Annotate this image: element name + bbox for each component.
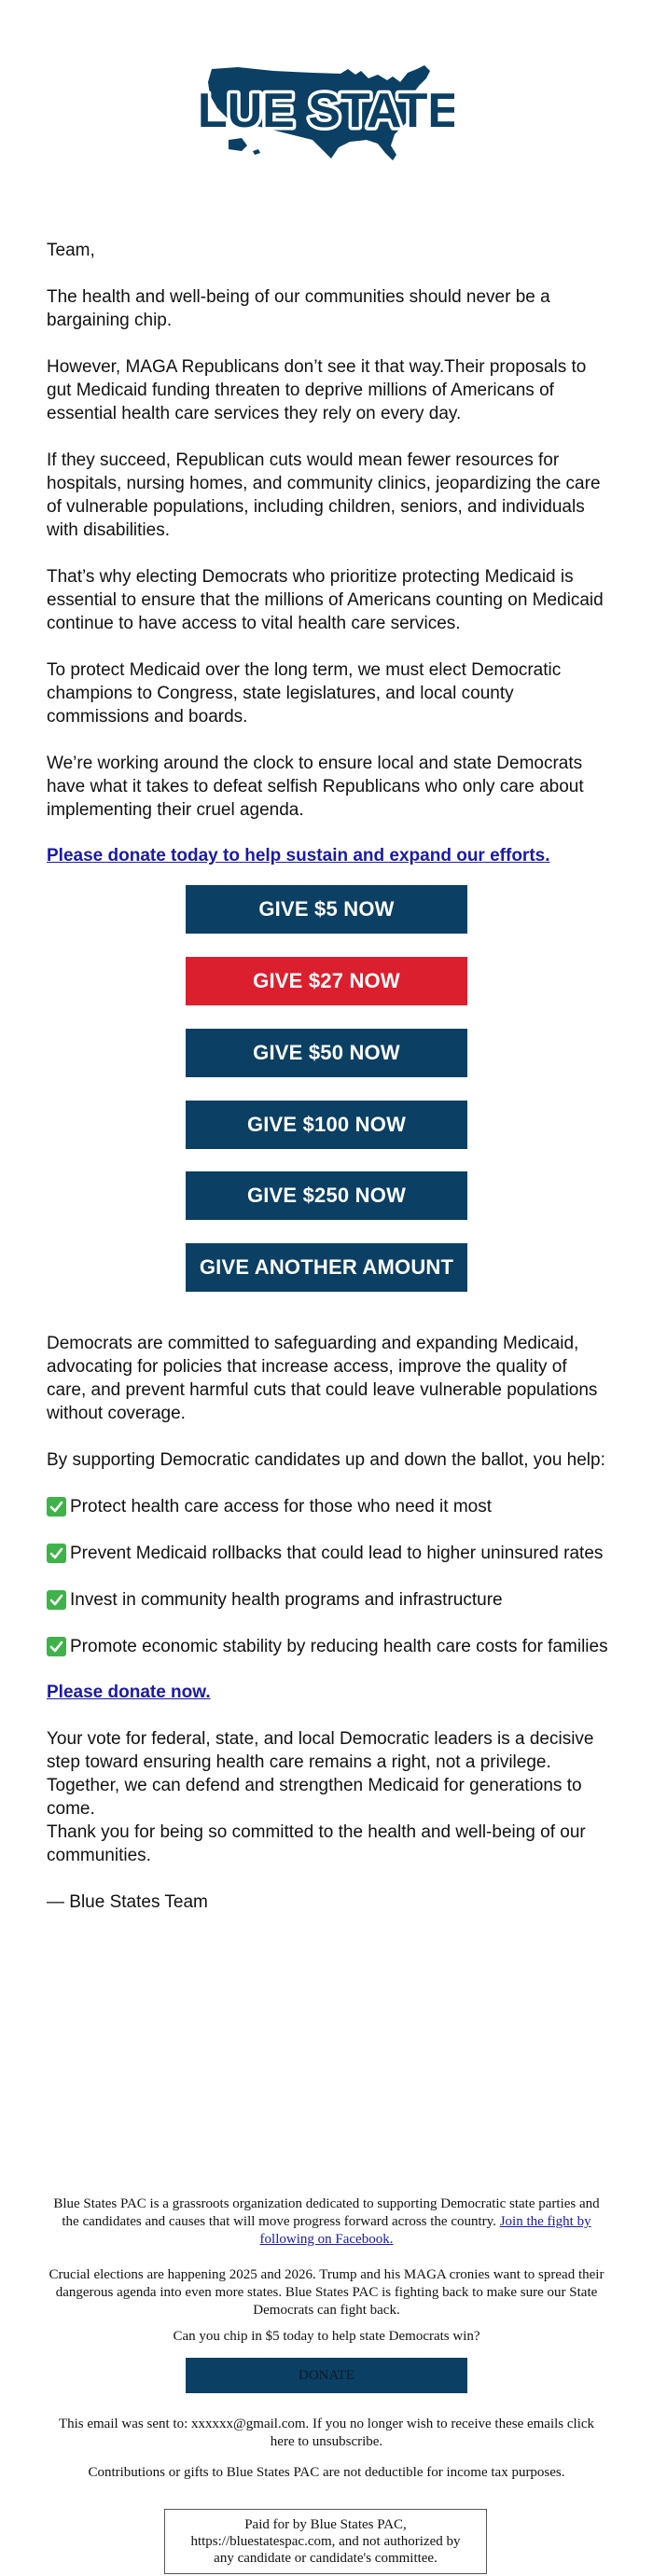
give-another-amount-button[interactable]: GIVE ANOTHER AMOUNT — [186, 1243, 467, 1292]
donate-link-wrapper — [47, 844, 606, 867]
paid-for-by-text: Paid for by Blue States PAC, https://bluestatespac.com, and not authorized by any candidate or candidate's committee. — [190, 2517, 461, 2566]
paragraph-8: By supporting Democratic candidates up and down the ballot, you help: — [47, 1450, 605, 1470]
greeting: Team, — [47, 241, 95, 260]
donate-now-link-wrapper — [47, 1681, 606, 1704]
paragraph-10: Thank you for being so committed to the health and well-being of our communities. — [47, 1822, 586, 1865]
checkmark-icon — [47, 1544, 66, 1563]
us-map-icon — [201, 62, 454, 164]
paragraph-2: However, MAGA Republicans don’t see it that way.Their proposals to gut Medicaid funding threaten to deprive millions of Americans of essential health care services they rely on every day. — [47, 357, 587, 423]
checkmark-icon — [47, 1637, 66, 1656]
list-item-text: Promote economic stability by reducing health care costs for families — [70, 1637, 608, 1656]
paragraph-3: If they succeed, Republican cuts would mean fewer resources for hospitals, nursing homes, and community clinics, jeopardizing the care of vulnerable populations, including children, seniors, and individuals with disabilities. — [47, 450, 601, 540]
give-5-button[interactable]: GIVE $5 NOW — [186, 885, 467, 934]
logo-text: LUE STATE — [201, 84, 454, 138]
checkmark-icon — [47, 1497, 66, 1517]
paragraph-1: The health and well-being of our communities should never be a bargaining chip. — [47, 287, 550, 330]
footer-tax-notice: Contributions or gifts to Blue States PAC are not deductible for income tax purposes. — [88, 2465, 565, 2480]
footer-chip-in: Can you chip in $5 today to help state Democrats win? — [173, 2329, 480, 2344]
give-27-button[interactable]: GIVE $27 NOW — [186, 957, 467, 1005]
give-50-button[interactable]: GIVE $50 NOW — [186, 1029, 467, 1077]
paragraph-6: We’re working around the clock to ensure local and state Democrats have what it takes to defeat selfish Republicans who only care about implementing their cruel agenda. — [47, 754, 584, 820]
paragraph-5: To protect Medicaid over the long term, we must elect Democratic champions to Congress, state legislatures, and local county commissions and boards. — [47, 660, 562, 727]
list-item-text: Invest in community health programs and infrastructure — [70, 1590, 503, 1610]
paid-for-by-box — [164, 2509, 487, 2574]
footer-sent-to[interactable]: This email was sent to: xxxxxx@gmail.com. If you no longer wish to receive these emails click here to unsubscribe. — [58, 2417, 595, 2449]
footer-donate-button[interactable]: DONATE — [186, 2358, 467, 2393]
paragraph-9: Your vote for federal, state, and local Democratic leaders is a decisive step toward ensuring health care remains a right, not a privilege. Together, we can defend and strengthen Medicaid for generations to come. — [47, 1729, 594, 1819]
give-100-button[interactable]: GIVE $100 NOW — [186, 1101, 467, 1149]
footer-elections: Crucial elections are happening 2025 and 2026. Trump and his MAGA cronies want to spread their dangerous agenda into even more states. Blue States PAC is fighting back to make sure our State Democrats can fight back. — [49, 2267, 604, 2318]
list-item — [47, 1635, 625, 1658]
logo-text-outline: LUE STATE — [201, 84, 454, 138]
give-250-button[interactable]: GIVE $250 NOW — [186, 1171, 467, 1220]
list-item — [47, 1495, 625, 1518]
facebook-link[interactable]: Join the fight by following on Facebook. — [259, 2214, 591, 2247]
donate-now-link[interactable]: Please donate now. — [47, 1683, 211, 1702]
paragraph-7: Democrats are committed to safeguarding and expanding Medicaid, advocating for policies that increase access, improve the quality of care, and prevent harmful cuts that could leave vulnerable populations without coverage. — [47, 1334, 598, 1423]
list-item — [47, 1542, 625, 1565]
signoff: — Blue States Team — [47, 1892, 208, 1912]
donate-link-sustain[interactable]: Please donate today to help sustain and expand our efforts. — [47, 846, 550, 866]
blue-states-logo — [201, 62, 454, 164]
list-item-text: Protect health care access for those who need it most — [70, 1497, 493, 1517]
footer-about — [47, 2195, 606, 2249]
footer-about-text: Blue States PAC is a grassroots organization dedicated to supporting Democratic state parties and the candidates and causes that will move progress forward across the country. — [53, 2196, 600, 2229]
list-item-text: Prevent Medicaid rollbacks that could lead to higher uninsured rates — [70, 1544, 604, 1563]
paragraph-4: That’s why electing Democrats who prioritize protecting Medicaid is essential to ensure that the millions of Americans counting on Medicaid continue to have access to vital health care services. — [47, 567, 604, 633]
checkmark-icon — [47, 1590, 66, 1610]
list-item — [47, 1588, 625, 1612]
